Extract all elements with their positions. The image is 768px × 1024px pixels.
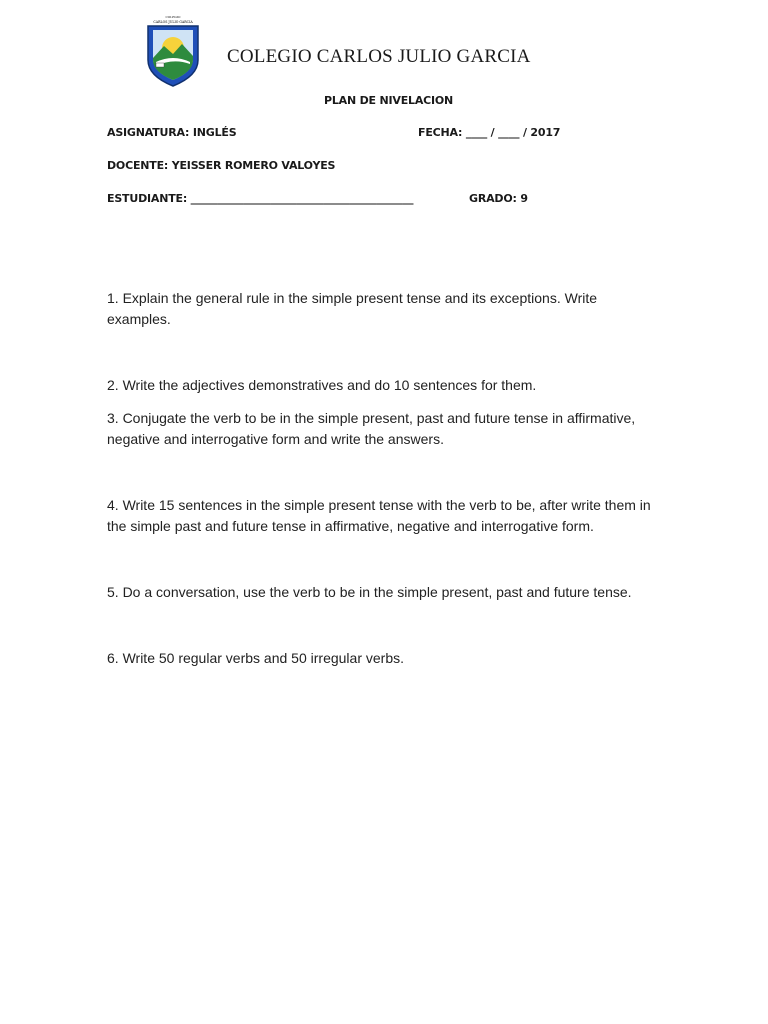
- question-item: 5. Do a conversation, use the verb to be in the simple present, past and future tense.: [107, 584, 632, 600]
- school-crest-logo: [144, 14, 202, 88]
- svg-text:CARLOS JULIO GARCIA: CARLOS JULIO GARCIA: [153, 20, 193, 24]
- question-item: 2. Write the adjectives demonstratives and do 10 sentences for them.: [107, 377, 537, 393]
- student-field: ESTUDIANTE: __________________________________________: [107, 192, 414, 205]
- question-item: 6. Write 50 regular verbs and 50 irregular verbs.: [107, 650, 404, 666]
- school-name: COLEGIO CARLOS JULIO GARCIA: [227, 46, 531, 67]
- grade-field: GRADO: 9: [469, 192, 528, 205]
- question-item: 3. Conjugate the verb to be in the simple present, past and future tense in affirmative, negative and interrogative form and write the answers.: [107, 410, 636, 447]
- question-list: [107, 288, 657, 669]
- svg-text:COLEGIO: COLEGIO: [165, 15, 181, 19]
- question-item: 1. Explain the general rule in the simple present tense and its exceptions. Write examples.: [107, 290, 598, 327]
- date-field: FECHA: ____ / ____ / 2017: [418, 126, 561, 139]
- subject-field: ASIGNATURA: INGLÉS: [107, 126, 237, 139]
- question-item: 4. Write 15 sentences in the simple present tense with the verb to be, after write them in the simple past and future tense in affirmative, negative and interrogative form.: [107, 497, 651, 534]
- teacher-field: DOCENTE: YEISSER ROMERO VALOYES: [107, 159, 336, 172]
- plan-title: PLAN DE NIVELACION: [324, 94, 454, 107]
